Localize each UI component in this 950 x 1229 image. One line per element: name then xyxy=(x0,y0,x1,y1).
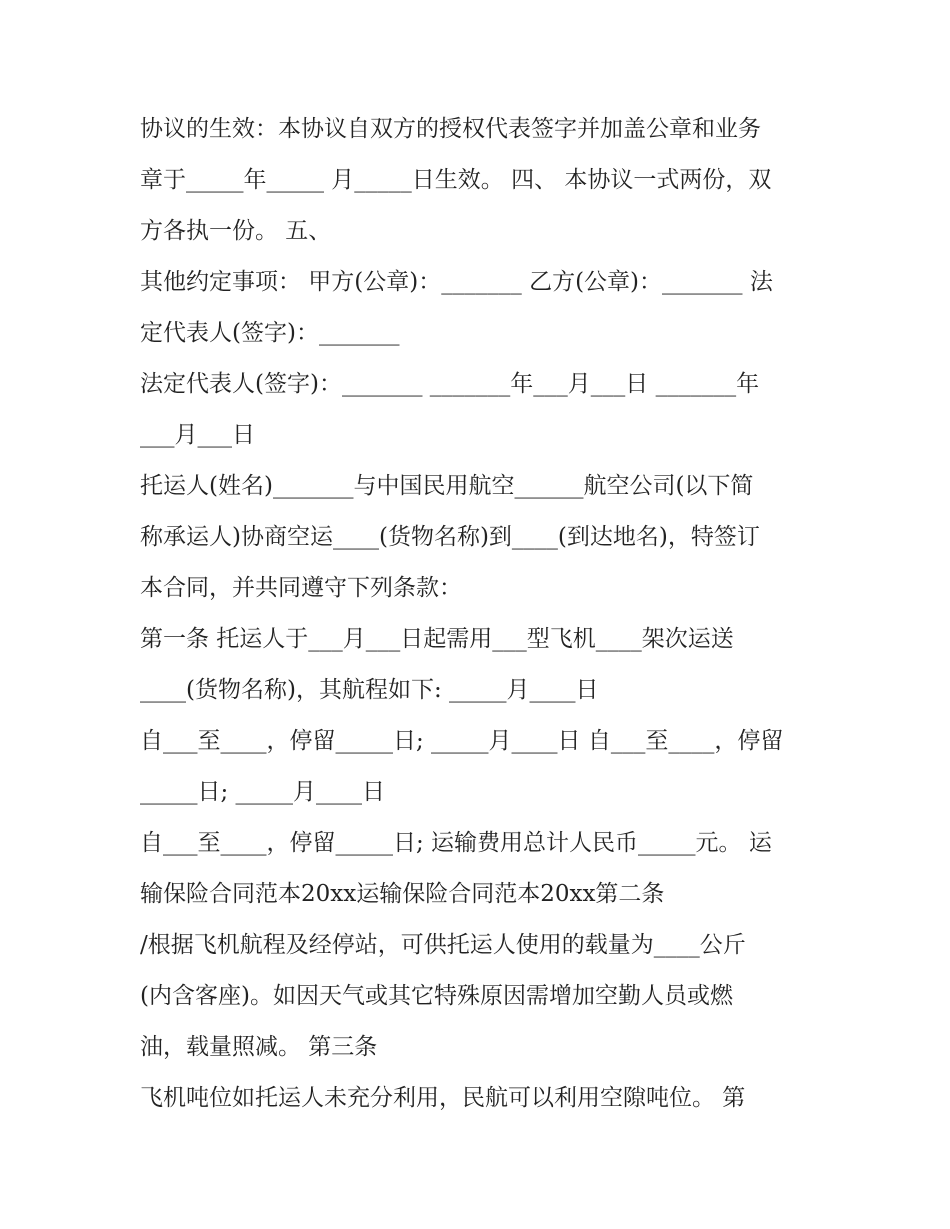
text-line: 托运人(姓名)_______与中国民用航空______航空公司(以下简 xyxy=(140,473,754,499)
text-line: 本合同，并共同遵守下列条款： xyxy=(140,575,462,601)
text-line: 定代表人(签字)：_______ xyxy=(140,320,400,346)
text-line: 协议的生效：本协议自双方的授权代表签字并加盖公章和业务 xyxy=(140,116,761,142)
text-line: 自___至____，停留_____日; _____月____日 自___至____，停留 xyxy=(140,728,784,754)
text-line: 第一条 托运人于___月___日起需用___型飞机____架次运送 xyxy=(140,626,734,652)
contract-body-text xyxy=(140,104,820,1124)
text-line: _____日; _____月____日 xyxy=(140,779,386,805)
text-line: 油，载量照减。 第三条 xyxy=(140,1034,378,1060)
text-line: 称承运人)协商空运____(货物名称)到____(到达地名)，特签订 xyxy=(140,524,760,550)
text-line: ____(货物名称)，其航程如下: _____月____日 xyxy=(140,677,599,703)
text-line: 章于_____年_____ 月_____日生效。 四、 本协议一式两份，双 xyxy=(140,167,772,193)
text-line: 法定代表人(签字)：_______ _______年___月___日 _______年 xyxy=(140,371,760,397)
text-line: 飞机吨位如托运人未充分利用，民航可以利用空隙吨位。 第 xyxy=(140,1085,746,1111)
text-line: 自___至____，停留_____日; 运输费用总计人民币_____元。 运 xyxy=(140,830,772,856)
text-line: 输保险合同范本20xx运输保险合同范本20xx第二条 xyxy=(140,881,665,907)
text-line: (内含客座)。如因天气或其它特殊原因需增加空勤人员或燃 xyxy=(140,983,733,1009)
text-line: ___月___日 xyxy=(140,422,255,448)
text-line: 其他约定事项： 甲方(公章)：_______ 乙方(公章)：_______ 法 xyxy=(140,269,773,295)
text-line: /根据飞机航程及经停站，可供托运人使用的载量为____公斤 xyxy=(140,932,746,958)
text-line: 方各执一份。 五、 xyxy=(140,218,332,244)
